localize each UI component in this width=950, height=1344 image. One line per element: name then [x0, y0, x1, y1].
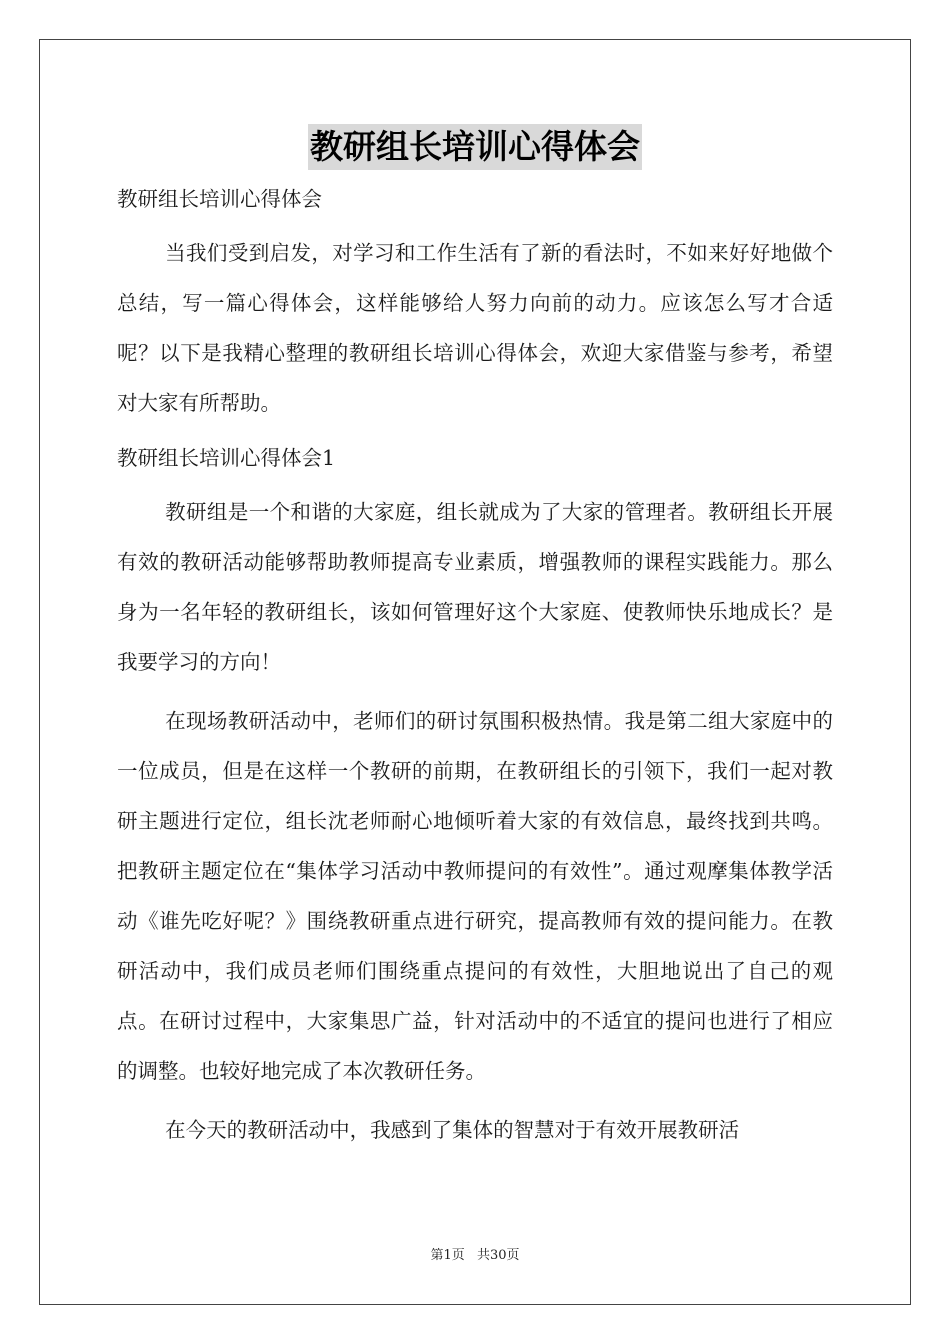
document-subtitle: 教研组长培训心得体会	[117, 187, 322, 211]
intro-paragraph: 当我们受到启发，对学习和工作生活有了新的看法时，不如来好好地做个总结，写一篇心得体会，这样能够给人努力向前的动力。应该怎么写才合适呢？以下是我精心整理的教研组长培训心得体会，欢迎大家借鉴与参考，希望对大家有所帮助。	[117, 241, 833, 415]
title-container	[0, 124, 950, 170]
page-footer	[0, 1244, 950, 1263]
page-total: 共30页	[476, 1248, 520, 1263]
section-heading: 教研组长培训心得体会1	[117, 446, 336, 470]
document-body	[117, 178, 833, 1164]
document-title: 教研组长培训心得体会	[308, 124, 642, 170]
body-paragraph: 在今天的教研活动中，我感到了集体的智慧对于有效开展教研活	[165, 1118, 740, 1142]
body-paragraph: 教研组是一个和谐的大家庭，组长就成为了大家的管理者。教研组长开展有效的教研活动能够帮助教师提高专业素质，增强教师的课程实践能力。那么身为一名年轻的教研组长，该如何管理好这个大家庭、使教师快乐地成长？是我要学习的方向！	[117, 500, 833, 674]
body-paragraph: 在现场教研活动中，老师们的研讨氛围积极热情。我是第二组大家庭中的一位成员，但是在这样一个教研的前期，在教研组长的引领下，我们一起对教研主题进行定位，组长沈老师耐心地倾听着大家的有效信息，最终找到共鸣。把教研主题定位在“集体学习活动中教师提问的有效性”。通过观摩集体教学活动《谁先吃好呢？》围绕教研重点进行研究，提高教师有效的提问能力。在教研活动中，我们成员老师们围绕重点提问的有效性，大胆地说出了自己的观点。在研讨过程中，大家集思广益，针对活动中的不适宜的提问也进行了相应的调整。也较好地完成了本次教研任务。	[117, 709, 833, 1083]
page-number: 第1页	[430, 1248, 465, 1263]
